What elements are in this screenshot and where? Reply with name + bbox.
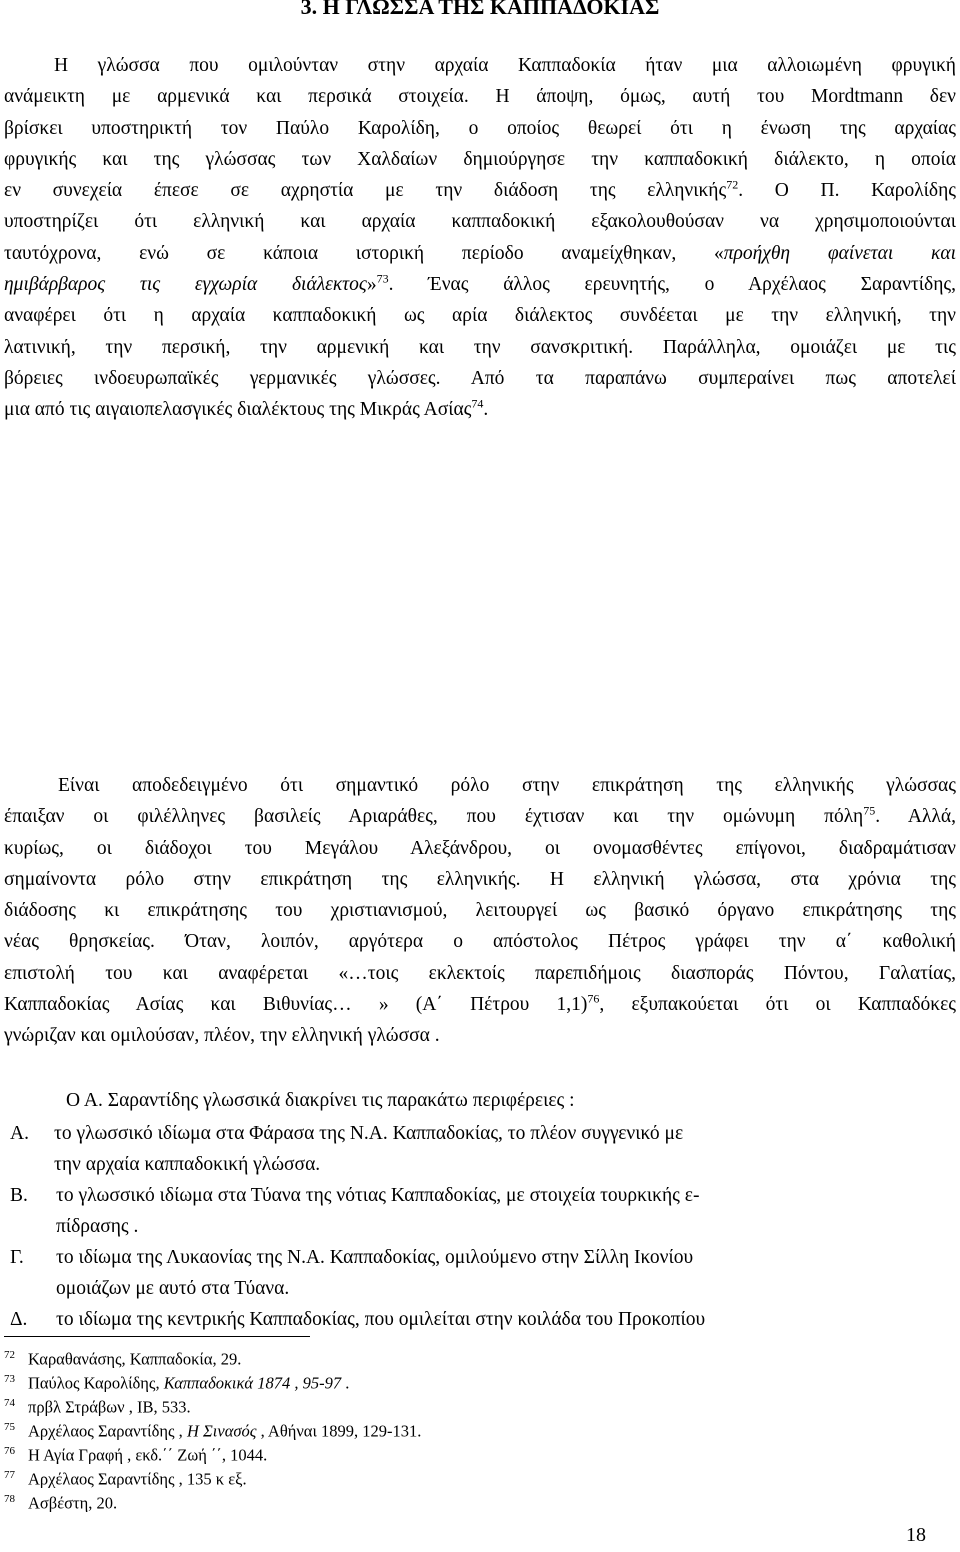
text-line: ανάμεικτη με αρμενικά και περσικά στοιχεία. Η άποψη, όμως, αυτή του Mordtmann δεν (4, 86, 956, 108)
text-fragment: Καππαδοκίας Ασίας και Βιθυνίας… » (Α΄ Πέτρου 1,1) (4, 994, 588, 1016)
text-fragment: . Αλλά, (875, 806, 957, 828)
footnote (4, 1416, 421, 1443)
list-label: Δ. (10, 1309, 28, 1330)
text-line: υποστηρίζει ότι ελληνική και αρχαία καππαδοκική εξακολουθούσαν να χρησιμοποιούνται (4, 211, 956, 233)
footnote (4, 1464, 247, 1491)
text-fragment: . (483, 399, 489, 421)
footnote-text: πρβλ Στράβων , ΙΒ, 533. (28, 1397, 191, 1417)
footnote (4, 1368, 349, 1395)
text-fragment: . Ένας άλλος ερευνητής, ο Αρχέλαος Σαραντίδης, (388, 274, 956, 296)
footnote-rule (4, 1336, 310, 1337)
list-text-line: την αρχαία καππαδοκική γλώσσα. (54, 1154, 321, 1176)
footnote-number: 72 (4, 1349, 15, 1361)
list-text-line: το γλωσσικό ιδίωμα στα Τύανα της νότιας Καππαδοκίας, με στοιχεία τουρκικής ε- (56, 1185, 700, 1206)
footnote-italic: Καππαδοκικά 1874 , 95-97 (163, 1373, 342, 1393)
text-line: κυρίως, οι διάδοχοι του Μεγάλου Αλεξάνδρου, οι ονομασθέντες επίγονοι, διαδραμάτισαν (4, 837, 956, 859)
text-line: φρυγικής και της γλώσσας των Χαλδαίων δημιούργησε την καππαδοκική διάλεκτο, η οποία (4, 148, 956, 170)
list-label: Γ. (10, 1247, 24, 1268)
text-line: διάδοσης κι επικράτησης του χριστιανισμού, λειτουργεί ως βασικό όργανο επικράτησης της (4, 900, 956, 922)
list-text-line: το ιδίωμα της Λυκαονίας της Ν.Α. Καππαδοκίας, ομιλούμενο στην Σίλλη Ικονίου (56, 1247, 694, 1268)
text-line: βόρειες ινδοευρωπαϊκές γερμανικές γλώσσες. Από τα παραπάνω συμπεραίνει πως αποτελεί (4, 367, 956, 389)
text-fragment: . Ο Π. Καρολίδης (738, 180, 957, 202)
footnote-ref: 72 (726, 177, 739, 192)
text-fragment: εν συνεχεία έπεσε σε αχρηστία με την διάδοση της ελληνικής (4, 180, 727, 202)
dialect-list-1-d (4, 1304, 956, 1335)
list-text-line: το ιδίωμα της κεντρικής Καππαδοκίας, που ομιλείται στην κοιλάδα του Προκοπίου (56, 1309, 706, 1330)
footnote-text: , Αθήναι 1899, 129-131. (256, 1421, 422, 1441)
text-fragment: » (366, 274, 377, 296)
footnote-number: 75 (4, 1421, 15, 1433)
footnote-text: Καραθανάσης, Καππαδοκία, 29. (28, 1349, 242, 1369)
list-text-line: πίδρασης . (56, 1216, 139, 1238)
text-line: γνώριζαν και ομιλούσαν, πλέον, την ελληνική γλώσσα . (4, 1025, 440, 1047)
footnote-italic: Η Σινασός (186, 1421, 257, 1441)
page-number: 18 (906, 1524, 926, 1546)
footnote-text: Παύλος Καρολίδης, (28, 1373, 164, 1393)
footnote-number: 76 (4, 1445, 15, 1457)
list-text-line: το γλωσσικό ιδίωμα στα Φάρασα της Ν.Α. Καππαδοκίας, το πλέον συγγενικό με (54, 1123, 684, 1144)
text-line: λατινική, την περσική, την αρμενική και την σανσκριτική. Παράλληλα, ομοιάζει με τις (4, 336, 956, 358)
footnote-text: Η Αγία Γραφή , εκδ.΄΄ Ζωή ΄΄, 1044. (28, 1445, 268, 1465)
footnote-ref: 76 (587, 991, 600, 1006)
footnote-ref: 74 (471, 396, 484, 411)
list-text-line: ομοιάζων με αυτό στα Τύανα. (56, 1278, 290, 1300)
footnote-text: Ασβέστη, 20. (28, 1493, 118, 1513)
text-fragment: , εξυπακούεται ότι οι Καππαδόκες (599, 994, 956, 1016)
footnote-text: Αρχέλαος Σαραντίδης , 135 κ εξ. (28, 1469, 247, 1489)
text-line: σημαίνοντα ρόλο στην επικράτηση της ελληνικής. Η ελληνική γλώσσα, στα χρόνια της (4, 868, 956, 890)
footnote-number: 74 (4, 1397, 15, 1409)
text-line: Είναι αποδεδειγμένο ότι σημαντικό ρόλο στην επικράτηση της ελληνικής γλώσσας (58, 775, 956, 796)
footnote-text: Αρχέλαος Σαραντίδης , (28, 1421, 187, 1441)
list-intro: Ο Α. Σαραντίδης γλωσσικά διακρίνει τις παρακάτω περιφέρειες : (66, 1090, 575, 1111)
text-fragment: μια από τις αιγαιοπελασγικές διαλέκτους της Μικράς Ασίας (4, 399, 472, 421)
footnote-ref: 75 (863, 803, 876, 818)
text-line: βρίσκει υποστηρικτή τον Παύλο Καρολίδη, ο οποίος θεωρεί ότι η ένωση της αρχαίας (4, 117, 956, 139)
list-label: Α. (10, 1123, 29, 1144)
quote-italic: προήχθη φαίνεται και (723, 242, 956, 264)
text-line: νέας θρησκείας. Όταν, λοιπόν, αργότερα ο απόστολος Πέτρος γράφει την α΄ καθολική (4, 931, 956, 953)
footnote (4, 1344, 241, 1371)
text-fragment: έπαιξαν οι φιλέλληνες βασιλείς Αριαράθες, που έχτισαν και την ομώνυμη πόλη (4, 806, 864, 828)
text-fragment: ταυτόχρονα, ενώ σε κάποια ιστορική περίοδο αναμείχθηκαν, « (4, 242, 724, 264)
list-label: Β. (10, 1185, 28, 1206)
text-line: Η γλώσσα που ομιλούνταν στην αρχαία Καππαδοκία ήταν μια αλλοιωμένη φρυγική (54, 55, 956, 76)
text-line: επιστολή του και αναφέρεται «…τοις εκλεκτοίς παρεπιδήμοις διασποράς Πόντου, Γαλατίας, (4, 962, 956, 984)
section-title: 3. Η ΓΛΩΣΣΑ ΤΗΣ ΚΑΠΠΑΔΟΚΙΑΣ (300, 0, 660, 19)
footnote-number: 73 (4, 1373, 15, 1385)
footnote-number: 78 (4, 1493, 15, 1505)
footnote-text: . (341, 1373, 350, 1393)
list-item (4, 1304, 956, 1335)
footnote (4, 1488, 117, 1515)
footnote (4, 1440, 267, 1467)
footnote-number: 77 (4, 1469, 15, 1481)
footnote-ref: 73 (376, 271, 389, 286)
footnote (4, 1392, 191, 1419)
quote-italic: ημιβάρβαρος τις εγχωρία διάλεκτος (4, 274, 367, 296)
text-line: αναφέρει ότι η αρχαία καππαδοκική ως αρία διάλεκτος συνδέεται με την ελληνική, την (4, 305, 956, 327)
